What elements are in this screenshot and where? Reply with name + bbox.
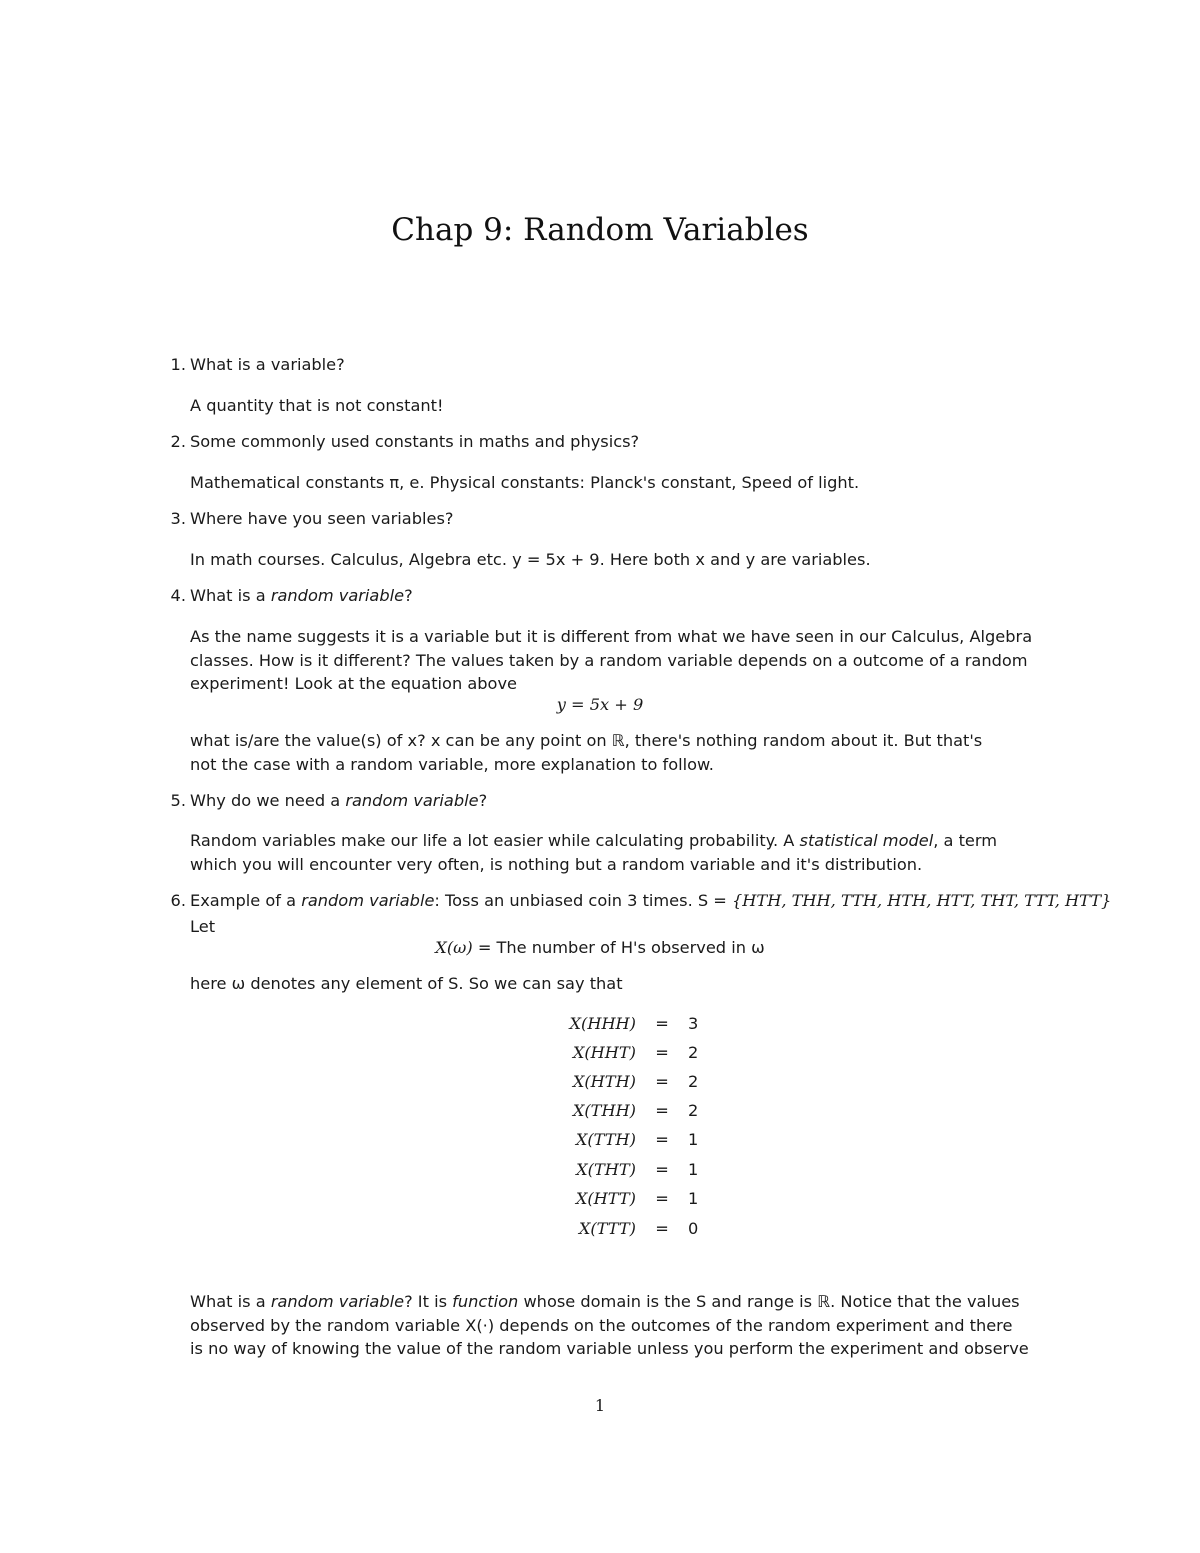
equation: y = 5x + 9: [556, 695, 644, 714]
item-answer-4-continued: what is/are the value(s) of x? x can be any point on ℝ, there's nothing random about it. But that's not the case with a random variable, more explanation to follow.: [190, 731, 983, 774]
here-line: here ω denotes any element of S. So we can say that: [190, 974, 623, 993]
page-title: Chap 9: Random Variables: [391, 212, 809, 248]
item-question: Why do we need a random variable?: [190, 791, 488, 810]
page-number: 1: [594, 1396, 606, 1415]
definition-equation: X(ω) = The number of H's observed in ω: [435, 938, 765, 957]
item-question: What is a variable?: [190, 355, 345, 374]
item-answer-3: In math courses. Calculus, Algebra etc. y = 5x + 9. Here both x and y are variables.: [190, 550, 871, 569]
item-answer-4: As the name suggests it is a variable but it is different from what we have seen in our Calculus, Algebra classes. How is it different? The values taken by a random variable depends on a outcome of a random experiment! Look at the equation above: [190, 627, 1033, 693]
closing-paragraph: What is a random variable? It is function whose domain is the S and range is ℝ. Notice that the values observed by the random variable X(·) depends on the outcomes of the random experiment and there is no way of knowing the value of the random variable unless you perform the experiment and observe: [190, 1292, 1029, 1358]
item-question: What is a random variable?: [190, 586, 413, 605]
item-question: Example of a random variable: Toss an unbiased coin 3 times. S = {HTH, THH, TTH, HTH, HTT, THT, TTT, HTT}: [190, 891, 1112, 910]
item-answer-2: Mathematical constants π, e. Physical constants: Planck's constant, Speed of light.: [190, 473, 860, 492]
item-answer-1: A quantity that is not constant!: [190, 396, 444, 415]
item-number: 5.: [170, 791, 186, 810]
item-number: 3.: [170, 509, 186, 528]
item-answer-5: Random variables make our life a lot easier while calculating probability. A statistical model, a term which you will encounter very often, is nothing but a random variable and it's distribution.: [190, 831, 998, 874]
item-number: 4.: [170, 586, 186, 605]
item-question: Some commonly used constants in maths and physics?: [190, 432, 640, 451]
let-label: Let: [190, 917, 216, 936]
item-number: 6.: [170, 891, 186, 910]
item-question: Where have you seen variables?: [190, 509, 454, 528]
item-number: 2.: [170, 432, 186, 451]
item-number: 1.: [170, 355, 186, 374]
document-page: Chap 9: Random Variables 1. What is a variable? A quantity that is not constant! 2. Some commonly used constants in maths and physics? Mathematical constants π, e. Physical constants: Planck's constant, Speed of light. 3. Where have you seen variables? In math courses. Calculus, Algebra etc. y = 5x + 9. Here both x and y are variables. 4. What is a random variable? As the name suggests it is a variable but it is different from what we have seen in our Calculus, Algebra classes. How is it different? The values taken by a random variable depends on a outcome of a random experiment! Look at the equation above y = 5x + 9 what is/are the value(s) of x? x can be any point on ℝ, there's nothing random about it. But that's not the case with a random variable, more explanation to follow. 5. Why do we need a random variable? Random variables make our life a lot easier while calculating probability. A statistical model, a term which you will encounter very often, is nothing but a random variable and it's distribution. 6. Example of a random variable: Toss an unbiased coin 3 times. S = {HTH, THH, TTH, HTH, HTT, THT, TTT, HTT} Let X(ω) = The number of H's observed in ω here ω denotes any element of S. So we can say that X(HHH) = 3 X(HHT) = 2 X(HTH) = 2 X(THH) = 2 X(TTH) = 1 X(THT) = 1 X(HTT) = 1 X(TTT) = 0 What is a random variable? It is function whose domain is the S and range is ℝ. Notice that the values observed by the random variable X(·) depends on the outcomes of the random experiment and there is no way of knowing the value of the random variable unless you perform the experiment and observe 1: [0, 0, 1200, 1553]
sample-space: {HTH, THH, TTH, HTH, HTT, THT, TTT, HTT}: [732, 891, 1112, 910]
